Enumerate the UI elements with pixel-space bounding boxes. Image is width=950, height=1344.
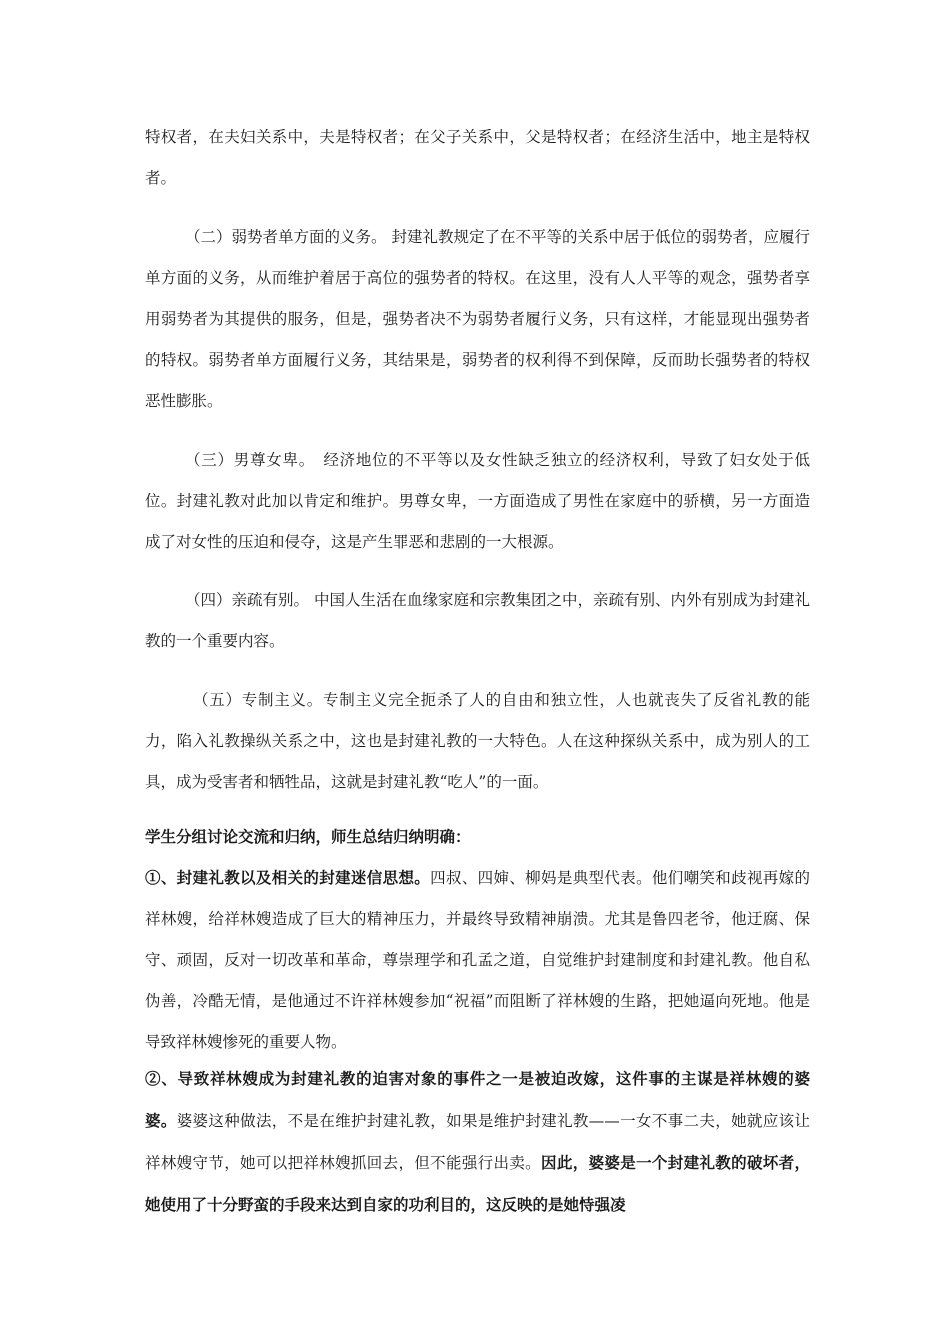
discussion-heading: 学生分组讨论交流和归纳，师生总结归纳明确： — [145, 827, 471, 846]
point-2-conclusion: 因此，婆婆是一个封建礼教的破坏者，她使用了十分野蛮的手段来达到自家的功利目的，这反映的是她恃强凌 — [145, 1153, 810, 1214]
paragraph-male-superiority: （三）男尊女卑。 经济地位的不平等以及女性缺乏独立的经济权利，导致了妇女处于低位。封建礼教对此加以肯定和维护。男尊女卑，一方面造成了男性在家庭中的骄横，另一方面造成了对女性的压迫和侵夺，这是产生罪恶和悲剧的一大根源。 — [145, 451, 810, 551]
point-2-text: 婆婆这种做法，不是在维护封建礼教，如果是维护封建礼教——一女不事二夫，她就应该让祥林嫂守节，她可以把祥林嫂抓回去，但不能强行出卖。 — [145, 1112, 810, 1172]
point-1-title: ①、封建礼教以及相关的封建迷信思想。 — [145, 868, 431, 887]
paragraph-weak-duty: （二）弱势者单方面的义务。 封建礼教规定了在不平等的关系中居于低位的弱势者，应履行单方面的义务，从而维护着居于高位的强势者的特权。在这里，没有人人平等的观念，强势者享用弱势者为其提供的服务，但是，强势者决不为弱势者履行义务，只有这样，才能显现出强势者的特权。弱势者单方面履行义务，其结果是，弱势者的权利得不到保障，反而助长强势者的特权恶性膨胀。 — [145, 228, 810, 410]
point-1 — [145, 857, 810, 1063]
point-2-title: ②、导致祥林嫂成为封建礼教的迫害对象的事件之一是被迫改嫁，这件事的主谋是祥林嫂的婆婆。 — [145, 1069, 810, 1130]
paragraph-autocracy: （五）专制主义。专制主义完全扼杀了人的自由和独立性，人也就丧失了反省礼教的能力，陷入礼教操纵关系之中，这也是封建礼教的一大特色。人在这种探纵关系中，成为别人的工具，成为受害者和牺牲品，这就是封建礼教“吃人”的一面。 — [145, 691, 810, 791]
point-1-text: 四叔、四婶、柳妈是典型代表。他们嘲笑和歧视再嫁的祥林嫂，给祥林嫂造成了巨大的精神压力，并最终导致精神崩溃。尤其是鲁四老爷，他迂腐、保守、顽固，反对一切改革和革命，尊崇理学和孔孟之道，自觉维护封建制度和封建礼教。他自私伪善，冷酷无情，是他通过不许祥林嫂参加“祝福”而阻断了祥林嫂的生路，把她逼向死地。他是导致祥林嫂惨死的重要人物。 — [145, 869, 810, 1051]
paragraph-kinship: （四）亲疏有别。 中国人生活在血缘家庭和宗教集团之中，亲疏有别、内外有别成为封建礼教的一个重要内容。 — [145, 591, 810, 650]
paragraph-privilege: 特权者，在夫妇关系中，夫是特权者；在父子关系中，父是特权者；在经济生活中，地主是特权者。 — [145, 128, 810, 187]
point-2 — [145, 1058, 810, 1226]
